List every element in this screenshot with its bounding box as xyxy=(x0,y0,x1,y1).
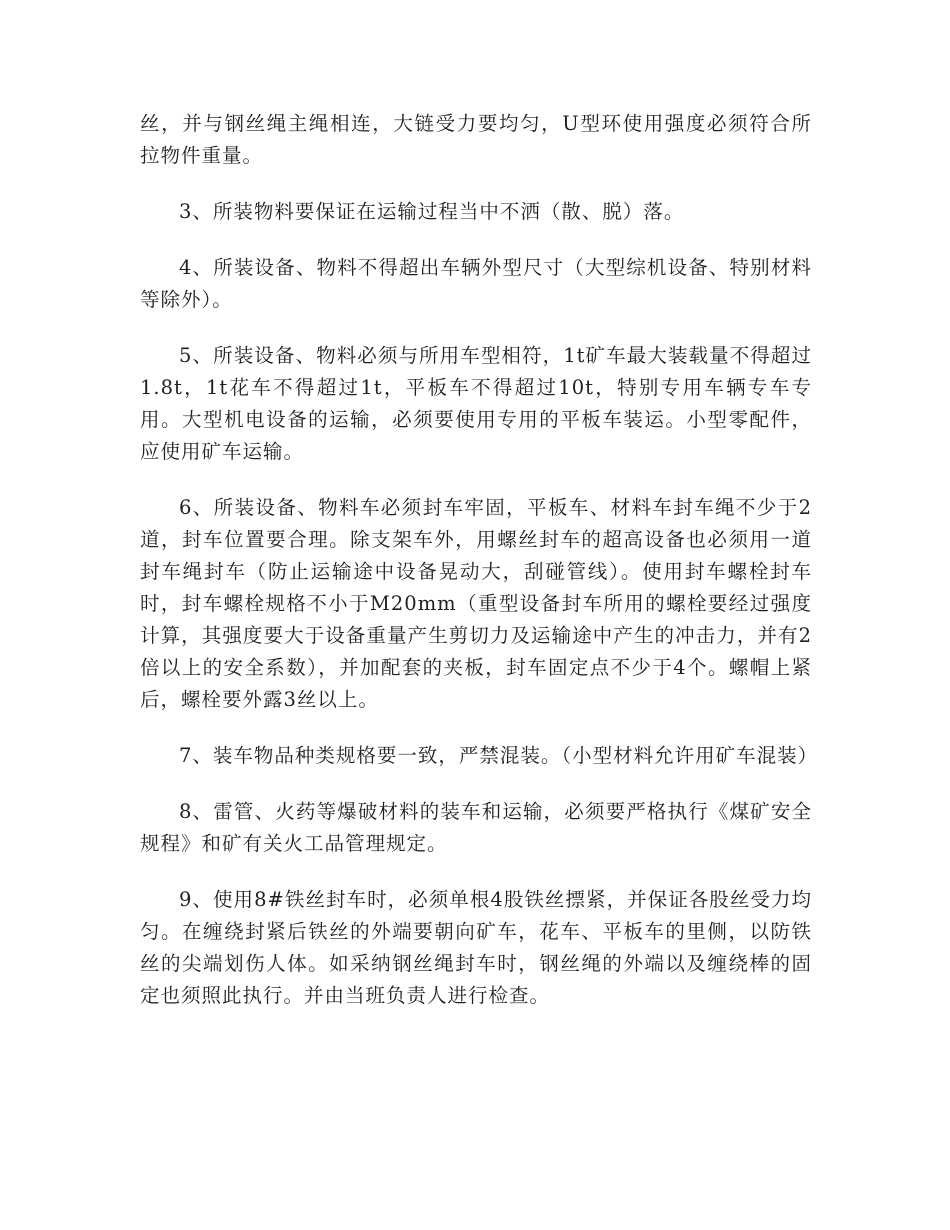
paragraph-item-3: 3、所装物料要保证在运输过程当中不洒（散、脱）落。 xyxy=(179,200,685,223)
paragraph-item-6: 6、所装设备、物料车必须封车牢固，平板车、材料车封车绳不少于2道，封车位置要合理。除支架车外，用螺丝封车的超高设备也必须用一道封车绳封车（防止运输途中设备晃动大，刮碰管线）。使用封车螺栓封车时，封车螺栓规格不小于M20mm（重型设备封车所用的螺栓要经过强度计算，其强度要大于设备重量产生剪切力及运输途中产生的冲击力，并有2倍以上的安全系数），并加配套的夹板，封车固定点不少于4个。螺帽上紧后，螺栓要外露3丝以上。 xyxy=(140,496,812,711)
paragraph-continuation: 丝，并与钢丝绳主绳相连，大链受力要均匀，U型环使用强度必须符合所拉物件重量。 xyxy=(140,112,812,167)
paragraph-item-5: 5、所装设备、物料必须与所用车型相符，1t矿车最大装载量不得超过1.8t，1t花车不得超过1t，平板车不得超过10t，特别专用车辆专车专用。大型机电设备的运输，必须要使用专用的平板车装运。小型零配件，应使用矿车运输。 xyxy=(140,344,812,463)
paragraph-item-4: 4、所装设备、物料不得超出车辆外型尺寸（大型综机设备、特别材料等除外）。 xyxy=(140,256,812,311)
paragraph-item-9: 9、使用8#铁丝封车时，必须单根4股铁丝摽紧，并保证各股丝受力均匀。在缠绕封紧后铁丝的外端要朝向矿车，花车、平板车的里侧，以防铁丝的尖端划伤人体。如采纳钢丝绳封车时，钢丝绳的外端以及缠绕棒的固定也须照此执行。并由当班负责人进行检查。 xyxy=(140,888,812,1007)
paragraph-item-8: 8、雷管、火药等爆破材料的装车和运输，必须要严格执行《煤矿安全规程》和矿有关火工品管理规定。 xyxy=(140,800,812,855)
document-body xyxy=(140,108,819,1036)
paragraph-item-7: 7、装车物品种类规格要一致，严禁混装。（小型材料允许用矿车混装） xyxy=(179,744,819,767)
